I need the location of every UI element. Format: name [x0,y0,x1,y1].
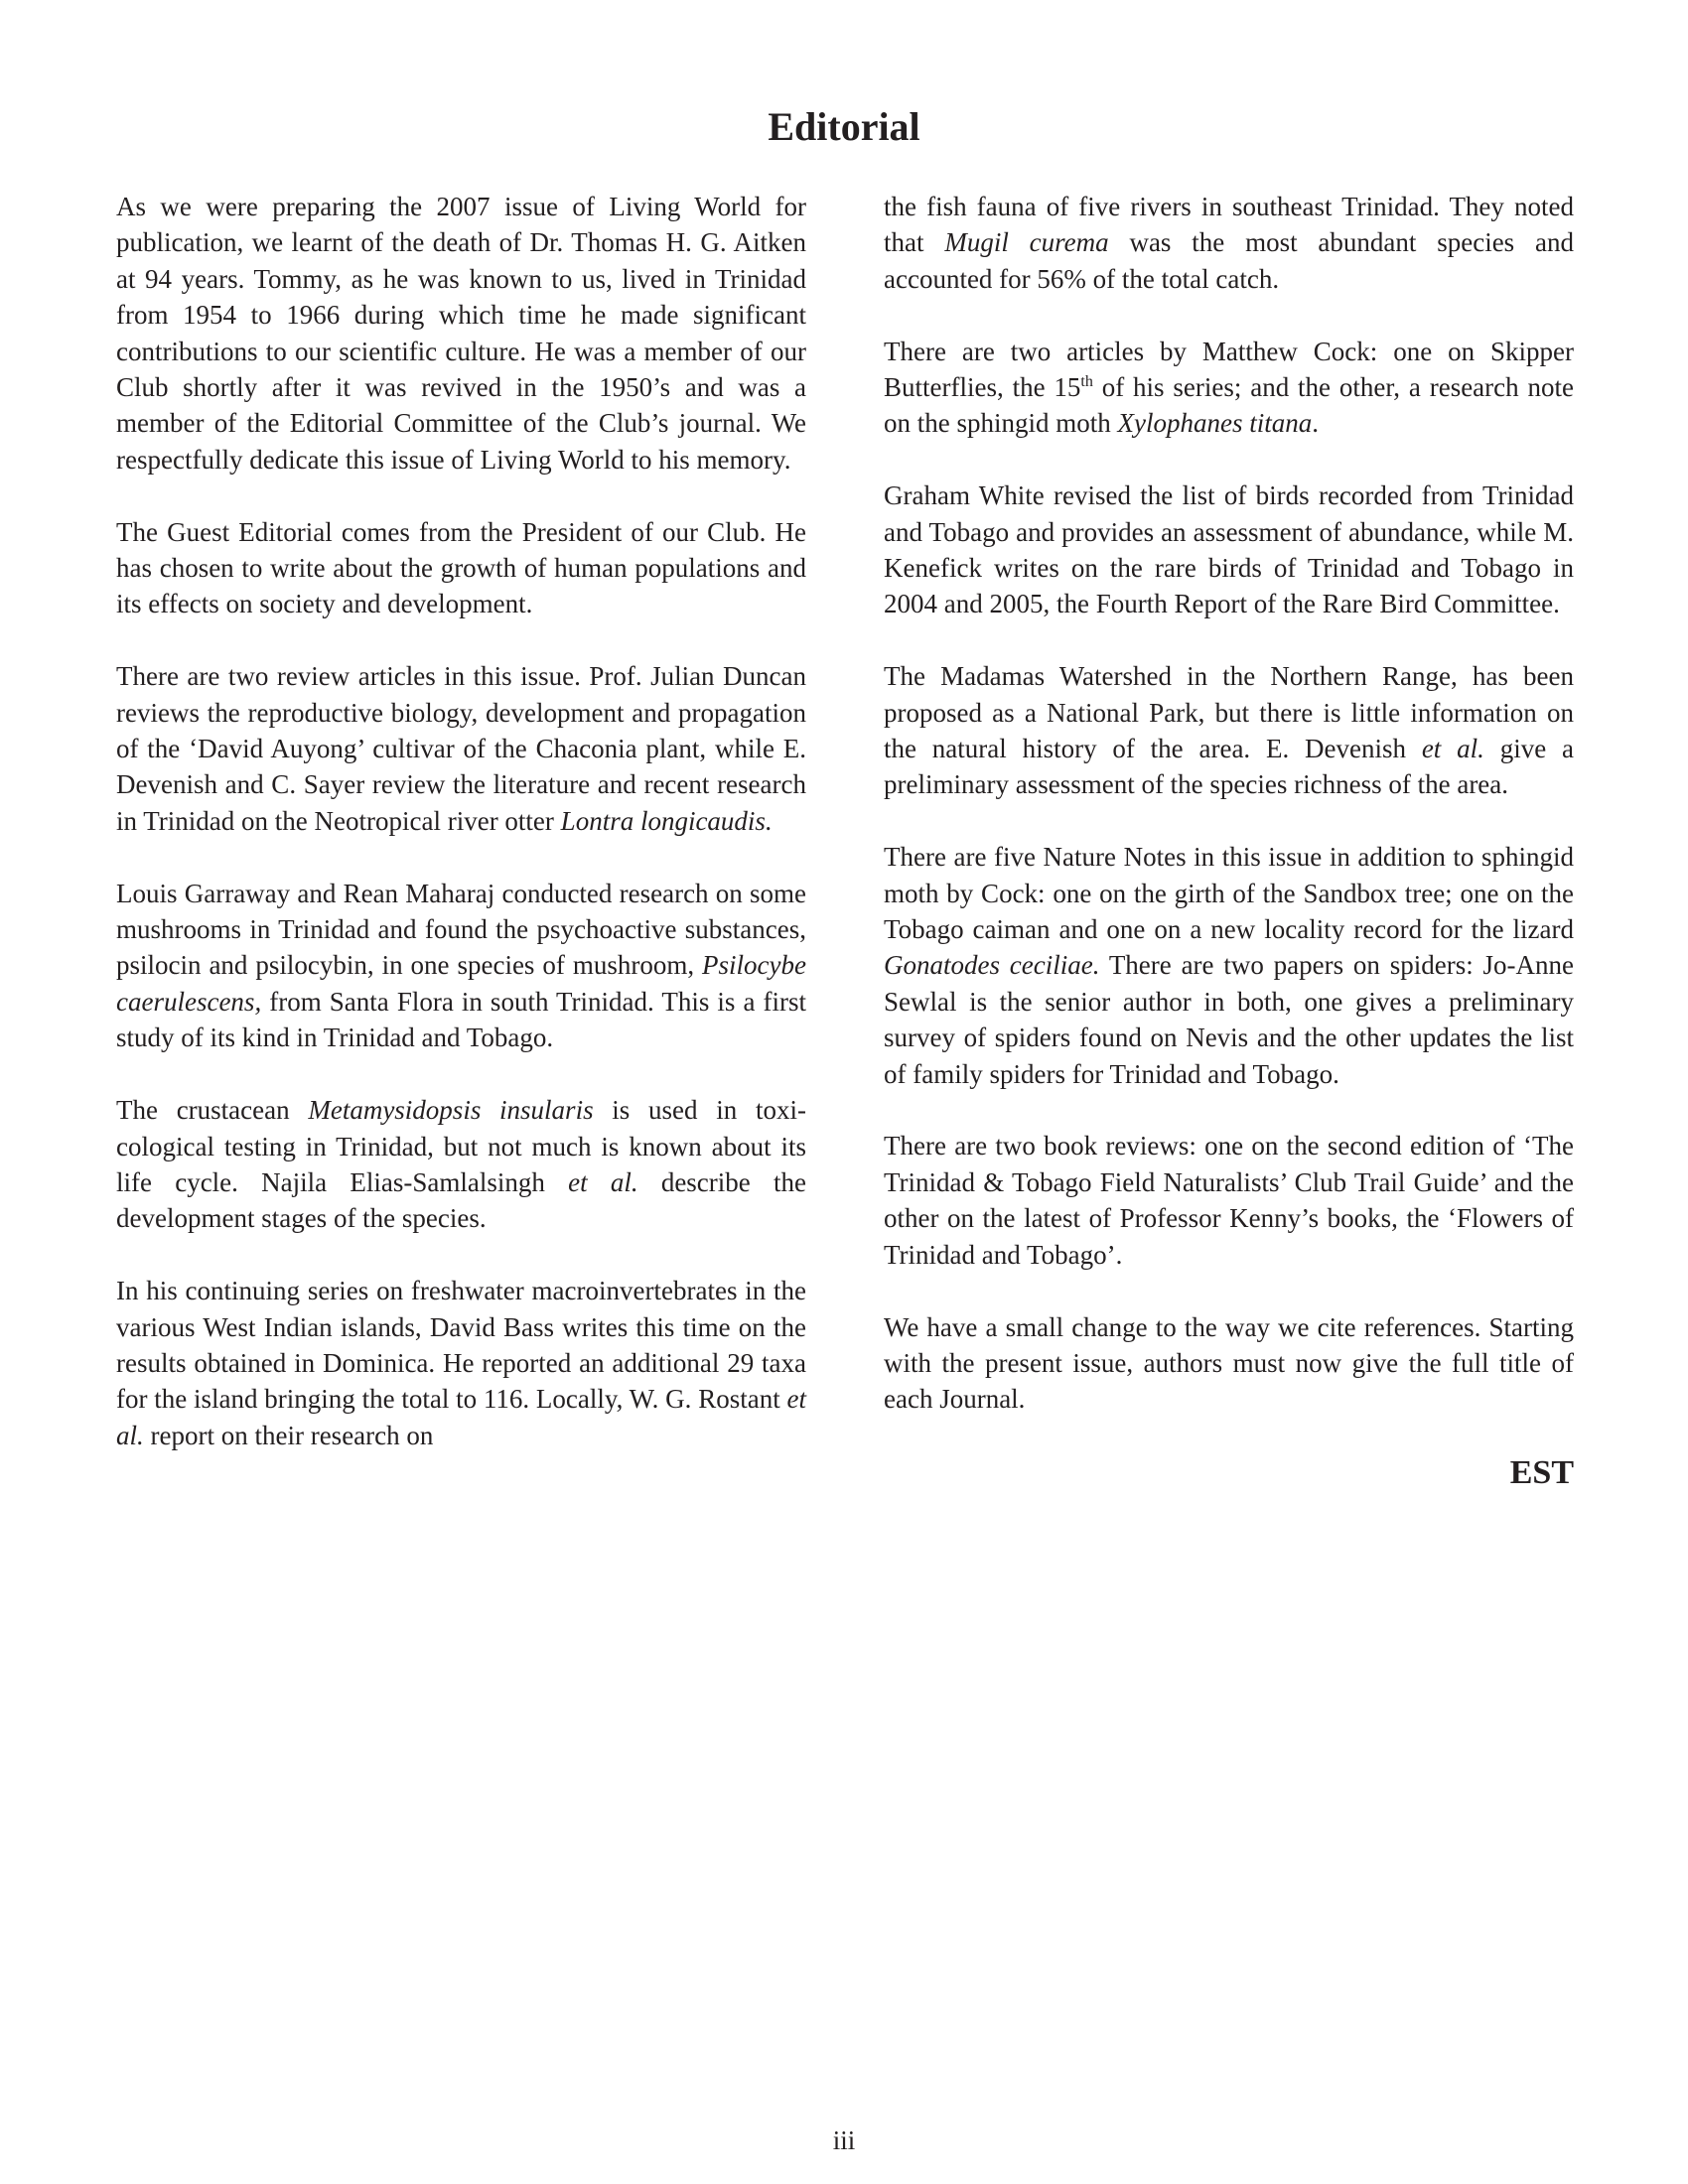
text-run: There are two articles by Matthew Cock: one on Skipper Butterflies, the 15 [884,336,1574,403]
paragraph-birds: Graham White revised the list of birds recorded from Trinidad and Tobago and provides an assessment of abundance, while M. Kenefick writes on the rare birds of Trinidad and Tobago in 2004 and 2005, the Fourth Report of the Rare Bird Committee. [884,480,1574,619]
et-al: et al. [116,1384,806,1450]
paragraph-macroinvertebrates [116,1273,806,1453]
text-run: of his series; and the other, a research note on the sphingid moth [884,372,1574,439]
page-number: iii [832,2125,856,2155]
paragraph-madamas [884,658,1574,803]
text-run: is used in toxicological testing in Trinidad, but not much is known about its life cycle. Najila Elias-Samlalsingh [116,1095,806,1197]
text-run: give a preliminary assessment of the species richness of the area. [884,734,1574,800]
text-run: The crustacean [116,1095,309,1126]
species-name: Gonatodes ceciliae. [884,950,1100,981]
paragraph-dedication: As we were preparing the 2007 issue of Living World for publication, we learnt of the death of Dr. Thomas H. G. Aitken at 94 years. Tommy, as he was known to us, lived in Trinidad from 1954 to 1966 during which time he made significant contributions to our scientific culture. He was a member of our Club shortly after it was revived in the 1950’s and was a member of the Editorial Committee of the Club’s journal. We respectfully dedicate this issue of Living World to his memory. [116,192,806,475]
text-run: . [1312,408,1319,439]
text-run: There are two review articles in this issue. Prof. Julian Duncan reviews the reproductive biology, development and propagation of the ‘David Auyong’ cultivar of the Chaconia plant, while E. Devenish and C. Sayer review the literature and recent research in Trinidad on the Neotropical river otter [116,661,806,836]
paragraph-references: We have a small change to the way we cite references. Starting with the present issue, authors must now give the full title of each Journal. [884,1311,1574,1415]
page-title: Editorial [768,104,920,149]
text-run: Louis Garraway and Rean Maharaj conducted research on some mushrooms in Trinidad and found the psychoactive substances, psilocin and psilocybin, in one species of mushroom, [116,878,806,981]
species-name: Metamysidopsis insularis [308,1095,594,1126]
text-run: In his continuing series on freshwater macroinvertebrates in the various West Indian islands, David Bass writes this time on the results obtained in Dominica. He reported an additional 29 taxa for the island bringing the total to 116. Locally, W. G. Rostant [116,1276,806,1415]
paragraph-matthew-cock [884,334,1574,442]
paragraph-mushrooms [116,876,806,1056]
right-column [884,189,1574,1493]
species-name: Psilocybe caerulescens, [116,950,806,1017]
text-run: was the most abundant species and accounted for 56% of the total catch. [884,227,1574,294]
paragraph-review-articles [116,658,806,839]
text-run: There are two papers on spiders: Jo-Anne Sewlal is the senior author in both, one gives a preliminary survey of spiders found on Nevis and the other updates the list of family spiders for Trinidad and Tobago. [884,950,1574,1089]
paragraph-book-reviews: There are two book reviews: one on the second edition of ‘The Trinidad & Tobago Field Naturalists’ Club Trail Guide’ and the other on the latest of Professor Kenny’s books, the ‘Flowers of Trinidad and Tobago’. [884,1131,1574,1270]
text-run: the fish fauna of five rivers in southeast Trinidad. They noted that [884,192,1574,258]
signature: EST [1509,1454,1574,1492]
superscript: th [1080,373,1093,391]
et-al: et al. [1421,734,1484,764]
paragraph-guest-editorial: The Guest Editorial comes from the President of our Club. He has chosen to write about the growth of human populations and its effects on society and development. [116,516,806,619]
species-name: Xylophanes titana [1117,408,1313,439]
species-name: Lontra longicaudis. [560,805,773,836]
text-run: from Santa Flora in south Trinidad. This is a first study of its kind in Trinidad and Tobago. [116,986,806,1053]
et-al: et al. [568,1166,638,1197]
paragraph-fish-fauna [884,189,1574,297]
paragraph-crustacean [116,1092,806,1237]
left-column [116,189,806,1453]
text-run: The Madamas Watershed in the Northern Range, has been proposed as a National Park, but there is little information on the natural history of the area. E. Devenish [884,661,1574,764]
species-name: Mugil curema [944,227,1109,258]
text-run: describe the development stages of the species. [116,1166,806,1234]
text-run: report on their research on [143,1420,434,1450]
paragraph-nature-notes [884,839,1574,1092]
text-run: There are five Nature Notes in this issue in addition to sphingid moth by Cock: one on the girth of the Sandbox tree; one on the Tobago caiman and one on a new locality record for the lizard [884,842,1574,945]
